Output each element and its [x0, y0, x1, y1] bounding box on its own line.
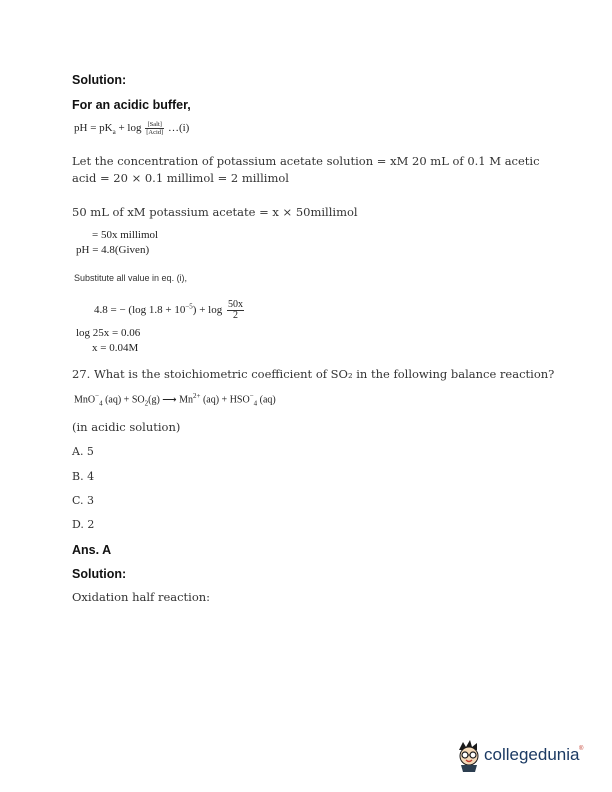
oxidation-text: Oxidation half reaction:	[72, 590, 211, 604]
reaction-hso4-sub: 4	[253, 399, 258, 408]
paragraph-line: Let the concentration of potassium acetate solution = xM 20 mL of 0.1 M acetic	[72, 154, 540, 168]
henderson-log: + log	[115, 122, 145, 135]
henderson-equation	[74, 121, 189, 136]
henderson-tail: …(i)	[165, 122, 190, 135]
option-a: A. 5	[72, 445, 94, 458]
reaction-part: (aq) + SO	[102, 394, 145, 406]
student-mascot-icon	[455, 739, 483, 773]
collegedunia-logo	[455, 736, 585, 776]
salt-acid-fraction	[145, 121, 164, 136]
calc-exponent: −5	[185, 302, 193, 311]
reaction-mn-charge: 2+	[193, 392, 201, 400]
henderson-lhs: pH = pK	[74, 122, 113, 135]
equation-50x: = 50x millimol	[92, 229, 159, 241]
question-text: 27. What is the stoichiometric coefficient of SO₂ in the following balance reaction?	[72, 367, 555, 381]
reaction-mno4: MnO	[74, 394, 96, 406]
fraction-acid: [Acid]	[146, 129, 164, 136]
solution-heading: Solution:	[72, 73, 127, 87]
calc-line-3: x = 0.04M	[92, 342, 139, 354]
reaction-hso4-charge: −	[249, 392, 254, 400]
option-b: B. 4	[72, 470, 95, 483]
calc-line-2: log 25x = 0.06	[76, 327, 141, 339]
reaction-part: (aq)	[257, 394, 276, 406]
substitute-note: Substitute all value in eq. (i),	[74, 273, 188, 283]
reaction-mno4-charge: −	[95, 392, 100, 400]
buffer-heading: For an acidic buffer,	[72, 98, 191, 112]
reaction-equation	[74, 392, 276, 407]
paragraph-line: 50 mL of xM potassium acetate = x × 50millimol	[72, 205, 358, 219]
registered-mark: ®	[579, 746, 584, 752]
calc-line-1	[94, 300, 246, 321]
calc-fraction-num: 50x	[227, 299, 243, 310]
reaction-mno4-sub: 4	[99, 399, 103, 408]
henderson-sub: a	[112, 128, 116, 137]
calc-fraction-den: 2	[232, 310, 238, 321]
reaction-part: (g) ⟶ Mn	[148, 394, 193, 406]
option-c: C. 3	[72, 494, 95, 507]
condition-text: (in acidic solution)	[72, 420, 181, 434]
fraction-salt: [Salt]	[145, 121, 164, 129]
solution-heading-2: Solution:	[72, 567, 127, 581]
paragraph-line: acid = 20 × 0.1 millimol = 2 millimol	[72, 171, 289, 185]
calc-fraction	[227, 300, 244, 321]
equation-ph: pH = 4.8(Given)	[76, 244, 150, 256]
answer-text: Ans. A	[72, 543, 112, 557]
logo-wordmark: collegedunia	[484, 745, 580, 764]
calc-part-a: 4.8 = − (log 1.8 + 10	[94, 304, 186, 317]
reaction-so2-sub: 2	[144, 399, 149, 408]
reaction-part: (aq) + HSO	[200, 394, 250, 406]
option-d: D. 2	[72, 518, 95, 531]
calc-part-b: ) + log	[192, 304, 225, 317]
